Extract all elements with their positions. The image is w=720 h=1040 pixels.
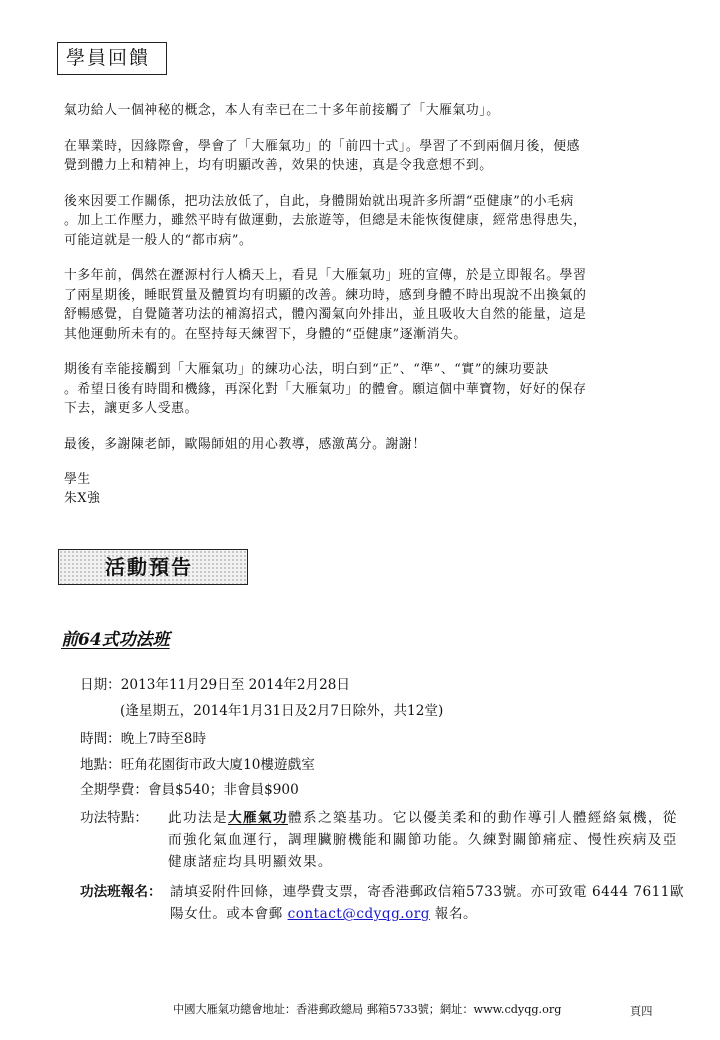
fee-row bbox=[80, 781, 299, 799]
feature-row bbox=[80, 807, 690, 873]
signature-name: 朱X強 bbox=[64, 491, 101, 506]
feature-text-pre: 此功法是 bbox=[168, 810, 228, 826]
place-row bbox=[80, 756, 315, 774]
enroll-text-post: 報名。 bbox=[429, 906, 478, 922]
feature-text bbox=[168, 807, 690, 873]
footer-text: 中國大雁氣功總會地址：香港郵政總局 郵箱5733號；網址：www.cdyqg.org bbox=[173, 1003, 562, 1016]
enroll-text-pre: 請填妥附件回條，連學費支票，寄香港郵政信箱5733號。亦可致電 6444 7611歐陽女仕。或本會郵 bbox=[170, 884, 685, 922]
time-row bbox=[80, 730, 206, 748]
feature-label: 功法特點： bbox=[80, 810, 148, 826]
date-value: 2013年11月29日至 2014年2月28日 bbox=[120, 677, 350, 693]
place-label: 地點： bbox=[80, 757, 121, 773]
place-value: 旺角花園街市政大廈10樓遊戲室 bbox=[120, 757, 315, 773]
feedback-letter bbox=[64, 101, 654, 508]
letter-paragraph-6: 最後，多謝陳老師，歐陽師姐的用心教導，感激萬分。謝謝！ bbox=[64, 436, 426, 452]
course-title: 前64式功法班 bbox=[61, 630, 170, 650]
event-title: 活動預告 bbox=[105, 555, 193, 579]
feature-text-post: 體系之築基功。它以優美柔和的動作導引人體經絡氣機，從而強化氣血運行，調理臟腑機能和關節功能。久練對關節痛症、慢性疾病及亞健康諸症均具明顯效果。 bbox=[168, 810, 678, 870]
letter-paragraph-5: 期後有幸能接觸到「大雁氣功」的練功心法，明白到“正”、“準”、“實”的練功要訣 。希望日後有時間和機緣，再深化對「大雁氣功」的體會。願這個中華寶物，好好的保存 下去，讓更多人受惠。 bbox=[64, 362, 587, 416]
fee-label: 全期學費： bbox=[80, 782, 148, 798]
enroll-label: 功法班報名： bbox=[80, 884, 162, 900]
date-label: 日期： bbox=[80, 677, 121, 693]
time-value: 晚上7時至8時 bbox=[120, 731, 207, 747]
letter-paragraph-1: 氣功給人一個神秘的概念，本人有幸已在二十多年前接觸了「大雁氣功」。 bbox=[64, 103, 500, 118]
letter-paragraph-4: 十多年前，偶然在瀝源村行人橋天上，看見「大雁氣功」班的宣傳，於是立即報名。學習 了兩星期後，睡眠質量及體質均有明顯的改善。練功時，感到身體不時出現說不出換氣的 舒暢感覺，自覺隨著功法的補瀉招式，體內濁氣向外排出，並且吸收大自然的能量，這是 其他運動所未有的。在堅持每天練習下，身體的“亞健康”逐漸消失。 bbox=[64, 268, 587, 342]
letter-paragraph-2: 在畢業時，因緣際會，學會了「大雁氣功」的「前四十式」。學習了不到兩個月後，便感 覺到體力上和精神上，均有明顯改善，效果的快速，真是令我意想不到。 bbox=[64, 138, 581, 173]
time-label: 時間： bbox=[80, 731, 121, 747]
event-title-box bbox=[58, 549, 248, 585]
date-note: (逢星期五，2014年1月31日及2月7日除外，共12堂) bbox=[120, 703, 444, 719]
letter-paragraph-3: 後來因要工作關係，把功法放低了，自此，身體開始就出現許多所謂“亞健康”的小毛病 。加上工作壓力，雖然平時有做運動，去旅遊等，但總是未能恢復健康，經常患得患失， 可能這就是一般人的“都市病”。 bbox=[64, 193, 587, 248]
page-number: 頁四 bbox=[630, 1005, 653, 1018]
signature-role: 學生 bbox=[64, 472, 91, 487]
feature-text-bold: 大雁氣功 bbox=[227, 810, 288, 826]
feedback-title: 學員回饋 bbox=[66, 47, 151, 69]
enroll-row bbox=[80, 881, 690, 925]
fee-value: 會員$540；非會員$900 bbox=[147, 782, 299, 798]
feedback-title-box bbox=[57, 42, 167, 75]
enroll-email-link[interactable]: contact@cdyqg.org bbox=[287, 906, 430, 922]
enroll-text bbox=[170, 881, 690, 925]
date-row bbox=[80, 676, 350, 694]
